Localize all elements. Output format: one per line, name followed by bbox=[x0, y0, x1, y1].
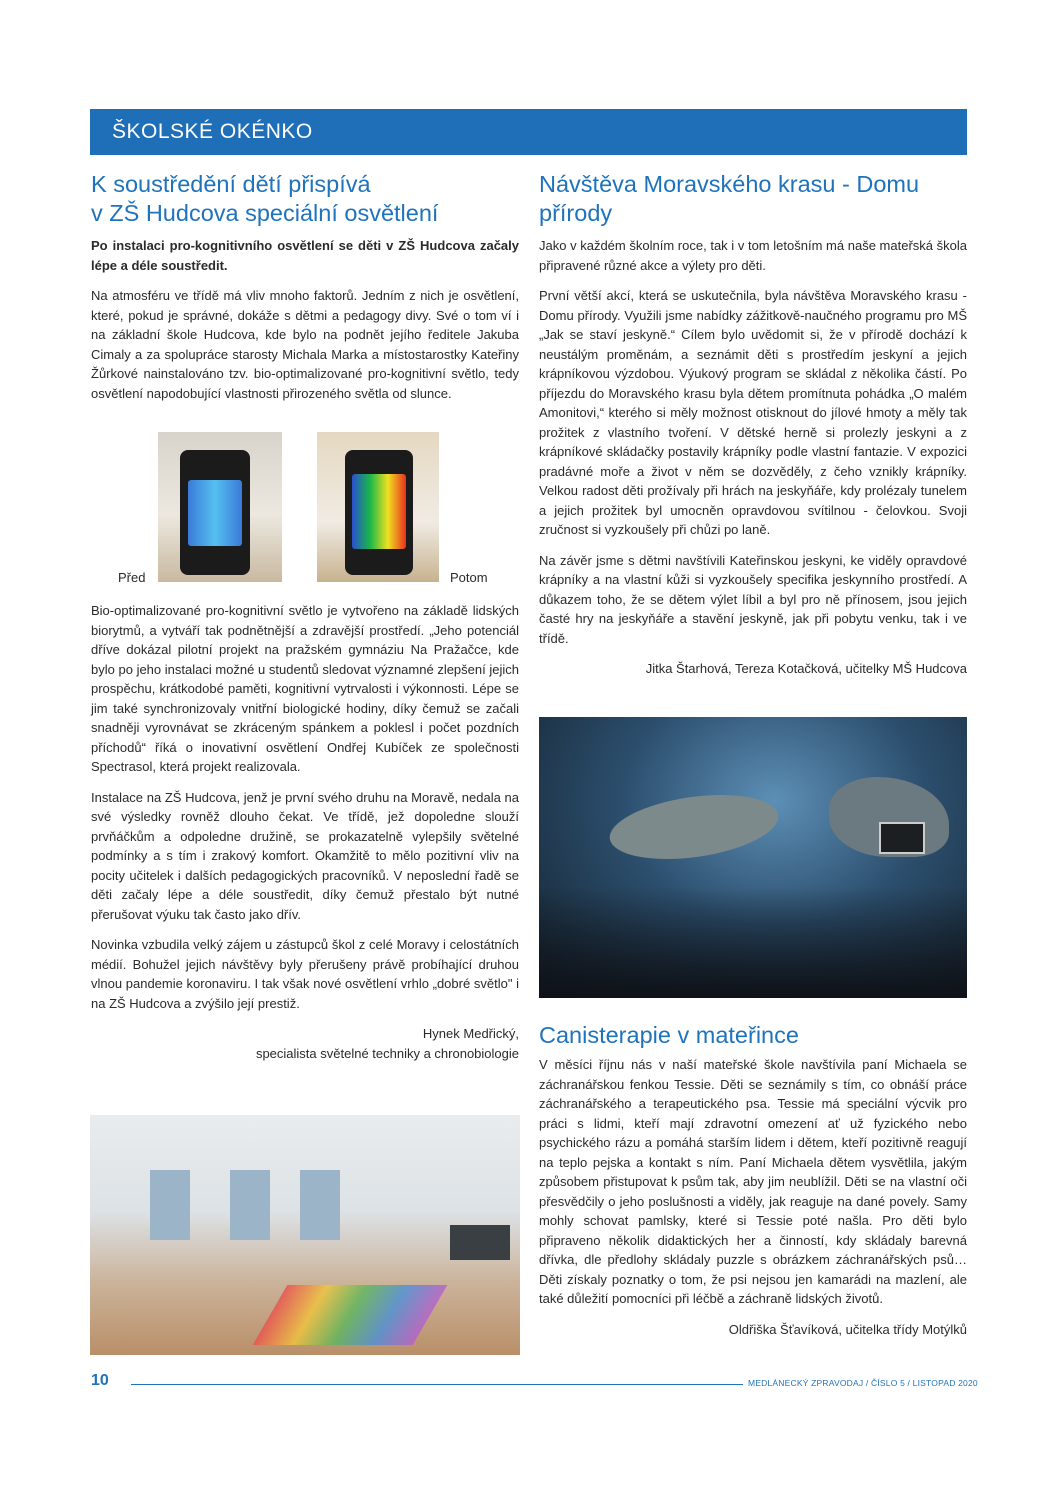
paragraph: Bio-optimalizované pro-kognitivní světlo je vytvořeno na základě lidských biorytmů, a vytváří tak podnětnější a zdravější prostředí. „Jeho potenciál dříve dokázal pilotní projekt na pražském gymnáziu Na Pražačce, kde bylo po jeho instalaci možné u studentů sledovat významné zlepšení jejich prospěchu, krátkodobé paměti, kognitivní vytrvalosti i výkonnosti. Lépe se jim také synchronizovaly vnitřní biologické hodiny, díky čemuž se začali snadněji vyrovnávat se zkráceným spánkem a poklesl i počet pozdních příchodů“ říká o inovativní osvětlení Ondřej Kubíček ze společnosti Spectrasol, která projekt realizovala. bbox=[91, 603, 519, 774]
footer-divider bbox=[131, 1384, 743, 1385]
author-role: specialista světelné techniky a chronobiologie bbox=[255, 1045, 519, 1061]
author: Oldřiška Šťavíková, učitelka třídy Motýlků bbox=[728, 1321, 967, 1337]
photo-device-after bbox=[317, 432, 439, 582]
photo-device-before bbox=[158, 432, 282, 582]
section-banner-title: ŠKOLSKÉ OKÉNKO bbox=[112, 120, 313, 143]
article-title bbox=[91, 170, 519, 228]
paragraph: V měsíci říjnu nás v naší mateřské škole navštívila paní Michaela se záchranářskou fenkou Tessie. Děti se seznámily s tím, co obnáší práce záchranářského a terapeutického psa. Tessie má speciální výcvik pro práci s lidmi, kteří mají zdravotní omezení ať už fyzického nebo psychického rázu a pomáhá starším lidem i dětem, kteří pozitivně reagují na teplo pejska a kontakt s ním. Paní Michaela dětem vysvětlila, jakým způsobem přistupovat k psům tak, aby jim neublížil. Děti se na vlastní oči přesvědčily o jeho poslušnosti a viděly, jak reaguje na dané povely. Samy mohly schovat pamlsky, které si Tessie poté našla. Pro děti bylo připraveno několik didaktických her a činností, kdy skládaly barevná dřívka, dle předlohy skládaly puzzle s obrázkem záchranářských psů… Děti získaly poznatky o tom, že psi nejsou jen kamarádi na mazlení, ale také důležití pomocníci při léčbě a záchraně lidských životů. bbox=[539, 1057, 967, 1306]
article-lighting bbox=[91, 170, 519, 414]
title-line: K soustředění dětí přispívá bbox=[91, 171, 371, 197]
paragraph: První větší akcí, která se uskutečnila, byla návštěva Moravského krasu - Domu přírody. Využili jsme nabídky zážitkově-naučného programu pro MŠ „Jak se staví jeskyně.“ Cílem bylo uvědomit si, že v přírodě dochází k neustálým proměnám, a seznámit děti s prostředím jeskyní a jejich krápníkovou výzdobou. Výukový program se skládal z několika částí. Po příjezdu do Moravského krasu byla dětem promítnuta pohádka „O malém Amonitovi,“ kterého si měly možnost otisknout do jílové hmoty a měly tak prožitek z vlastního tvoření. V dětské herně si prolezly jeskyni a z krápníkové skládačky postavily krápníky podle vlastní fantazie. V expozici pradávné moře a život v něm se dozvěděly, z čeho vznikly krápníky. Velkou radost děti prožívaly při hrách na jeskyňáře, kdy prolézaly tunelem a jejich prožitek byl umocněn opravdovou svítilnou - čelovkou. Svoji zručnost si vyzkoušely při chůzi po laně. bbox=[539, 288, 967, 537]
paragraph: Na atmosféru ve třídě má vliv mnoho faktorů. Jedním z nich je osvětlení, které, pokud je správné, dokáže s dětmi a pedagogy divy. Své o tom ví i na základní škole Hudcova, kde bylo na podnět jejího ředitele Jakuba Cimaly a za spolupráce starosty Michala Marka a místostarostky Kateřiny Žůrkové nainstalováno tzv. bio-optimalizované pro-kognitivní světlo, tedy osvětlení napodobující vlastnosti přirozeného světla od slunce. bbox=[91, 288, 519, 401]
article-lead: Po instalaci pro-kognitivního osvětlení se děti v ZŠ Hudcova začaly lépe a déle soustředit. bbox=[91, 238, 519, 273]
title-line: v ZŠ Hudcova speciální osvětlení bbox=[91, 200, 439, 226]
paragraph: Jako v každém školním roce, tak i v tom letošním má naše mateřská škola připravené různé akce a výlety pro děti. bbox=[539, 238, 967, 273]
page-number: 10 bbox=[91, 1372, 109, 1389]
publication-info: MEDLÁNECKÝ ZPRAVODAJ / ČÍSLO 5 / LISTOPAD 2020 bbox=[748, 1378, 978, 1388]
caption-before: Před bbox=[118, 570, 146, 585]
article-title: Návštěva Moravského krasu - Domu přírody bbox=[539, 171, 920, 226]
author: Jitka Štarhová, Tereza Kotačková, učitelky MŠ Hudcova bbox=[645, 661, 967, 676]
article-canistherapy bbox=[539, 1021, 967, 1339]
article-moravian-karst bbox=[539, 170, 967, 679]
photo-cave-exhibit bbox=[539, 717, 967, 998]
caption-after: Potom bbox=[450, 570, 488, 585]
paragraph: Na závěr jsme s dětmi navštívili Kateřinskou jeskyni, ke viděly opravdové krápníky a na vlastní kůži si vyzkoušely specifika jeskynního prostředí. A důkazem toho, že se dětem výlet líbil a byl pro ně přínosem, jsou jejich časté hry na jeskyňáře a stavění jeskyně, jak při pobytu venku, tak i ve třídě. bbox=[539, 552, 967, 646]
paragraph: Novinka vzbudila velký zájem u zástupců škol z celé Moravy i celostátních médií. Bohužel jejich návštěvy byly přerušeny právě probíhající druhou vlnou pandemie koronaviru. I tak však nové osvětlení vrhlo „dobré světlo" i na ZŠ Hudcova a zvýšilo její prestiž. bbox=[91, 937, 519, 1011]
photo-classroom bbox=[90, 1115, 520, 1355]
article-title: Canisterapie v mateřince bbox=[539, 1022, 799, 1048]
author-name: Hynek Medřický, bbox=[422, 1026, 519, 1041]
section-banner bbox=[90, 109, 967, 155]
article-lighting-continued bbox=[91, 601, 519, 1063]
paragraph: Instalace na ZŠ Hudcova, jenž je první svého druhu na Moravě, nedala na své výsledky rovněž dlouho čekat. Ve třídě, jež dopoledne slouží prvňáčkům a odpoledne družině, se prokazatelně vylepšily světelné podmínky a s tím i zrakový komfort. Okamžitě to mělo pozitivní vliv na pocity učitelek i dalších pedagogických pracovníků. V neposlední řadě se děti začaly lépe a déle soustředit, díky čemuž přestalo být nutné přerušovat výuku tak často jako dřív. bbox=[91, 789, 519, 922]
